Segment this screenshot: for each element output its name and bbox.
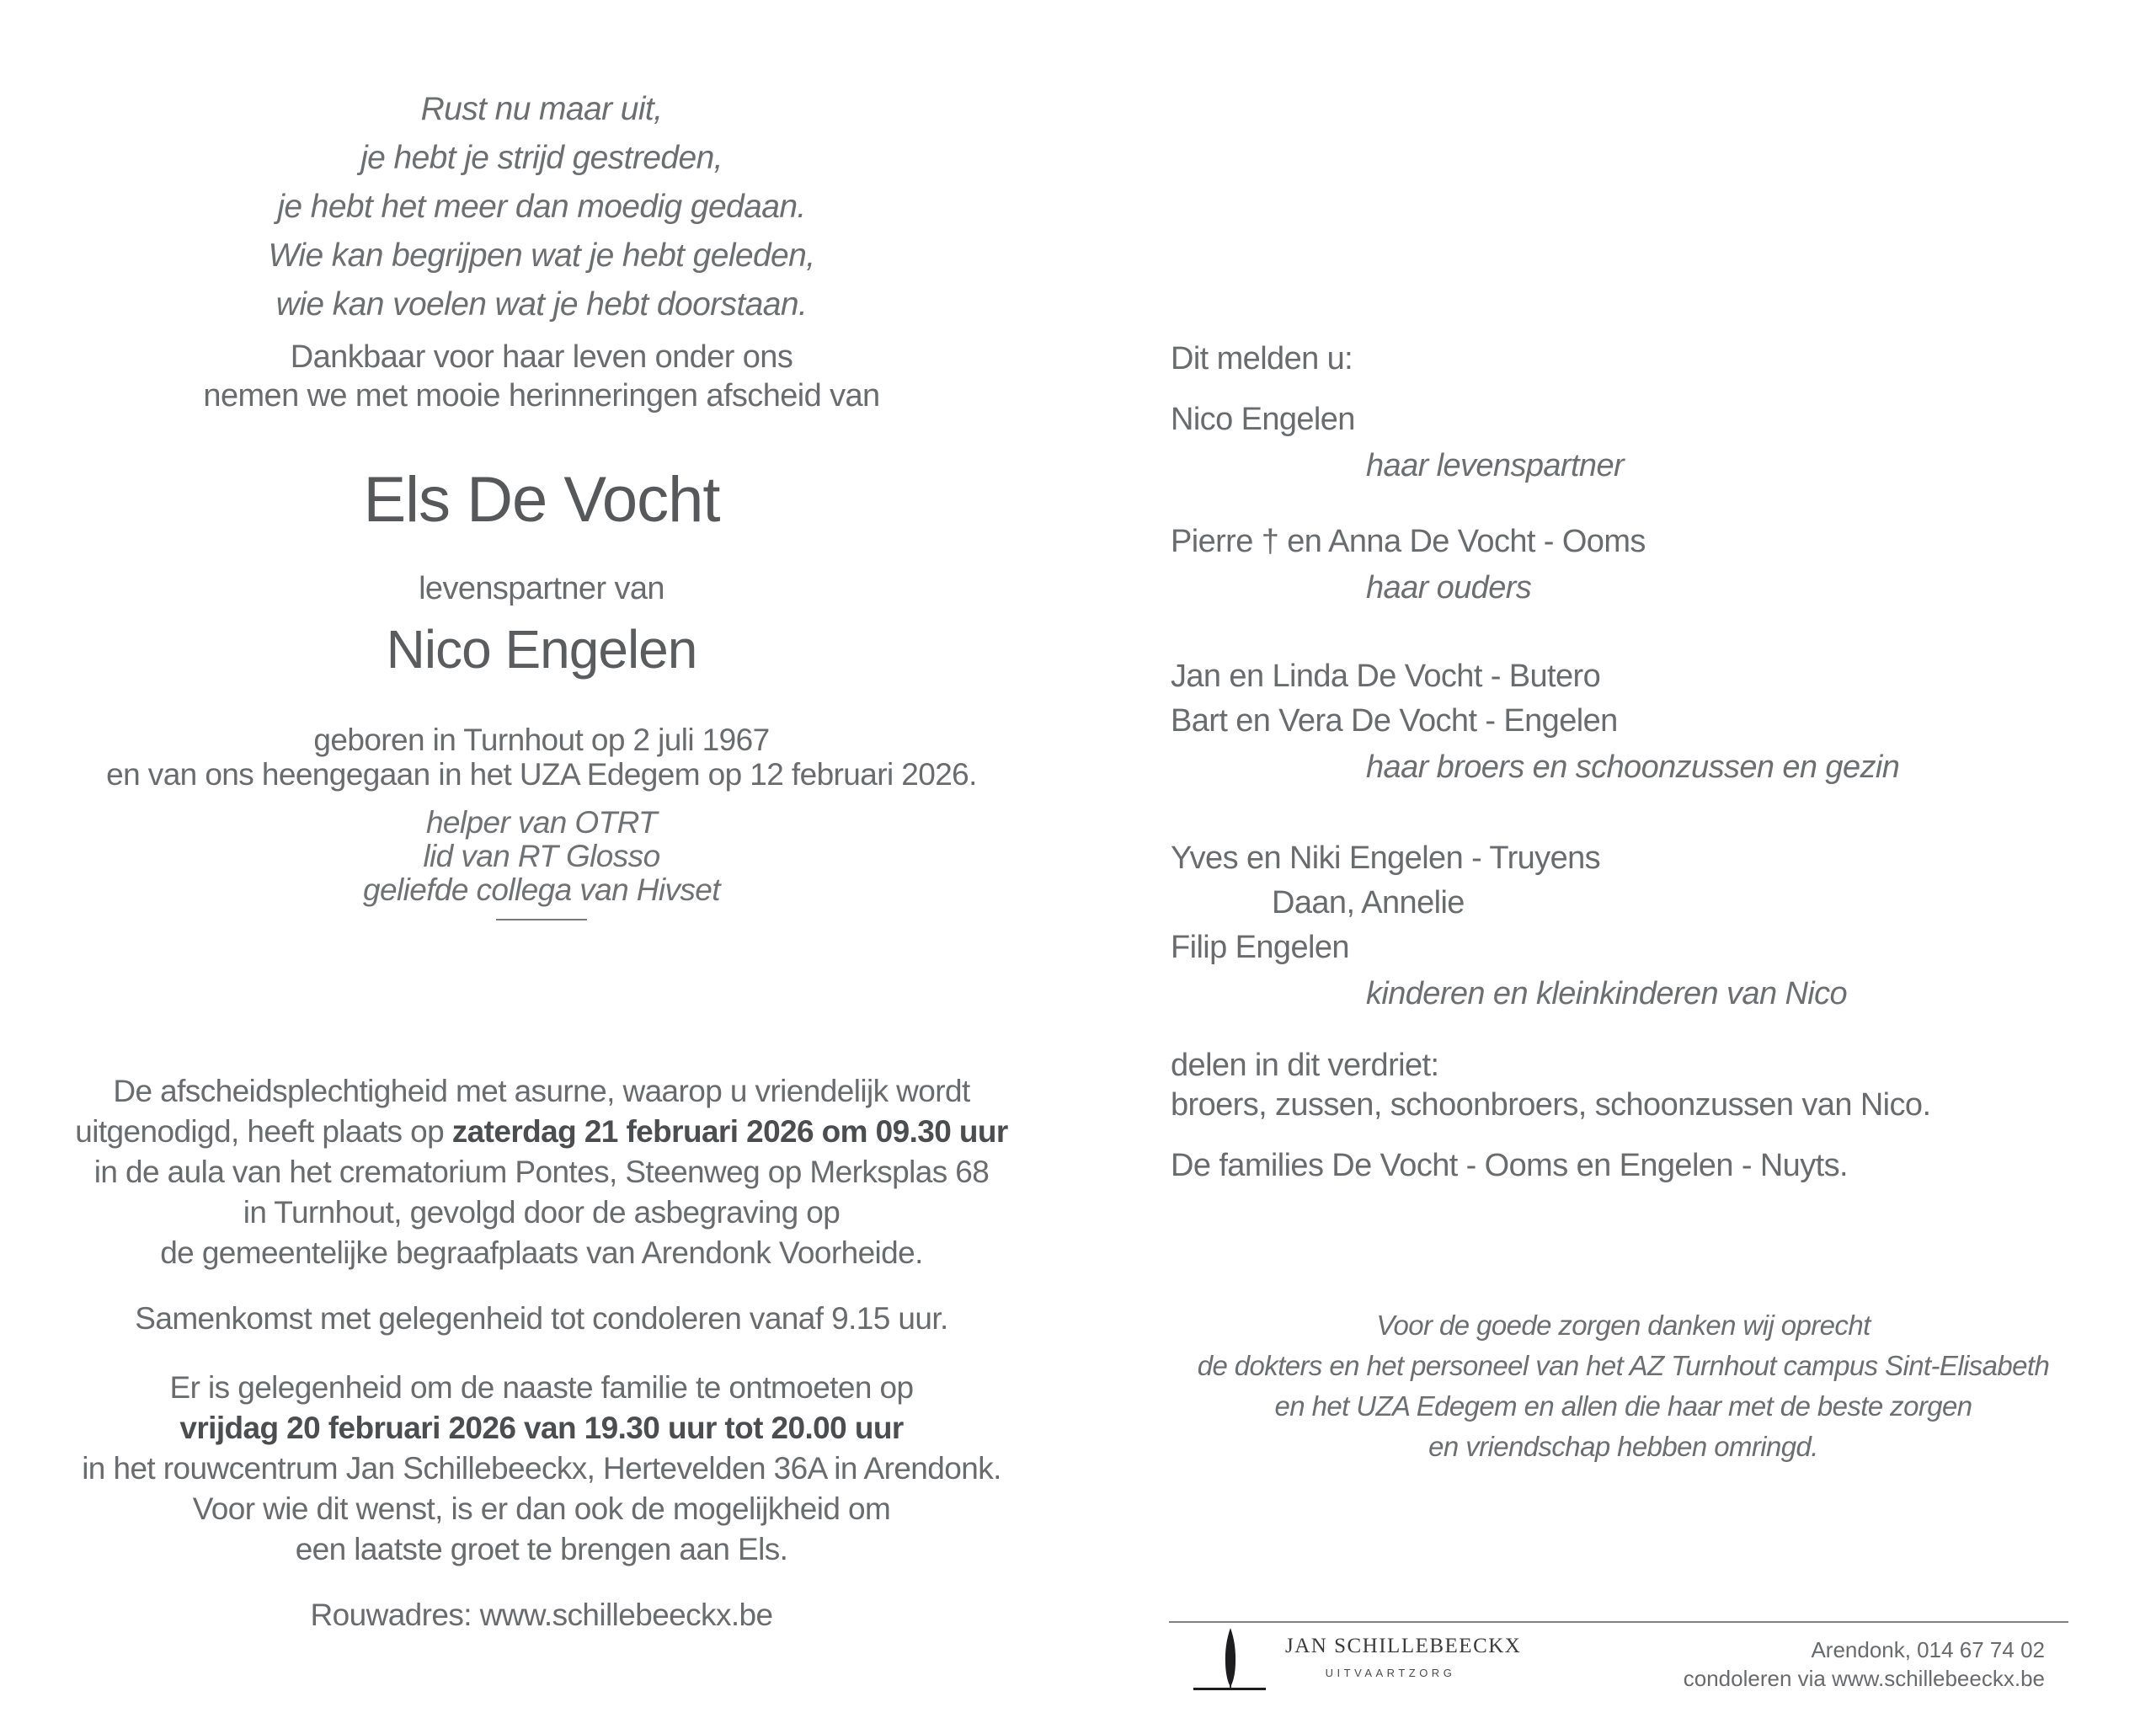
- brand-subtitle: UITVAARTZORG: [1325, 1667, 1456, 1679]
- family-group: [1171, 836, 2076, 1016]
- text-segment: in het rouwcentrum Jan Schillebeeckx, Hertevelden 36A in Arendonk.: [82, 1451, 1001, 1486]
- acknowledgment-line: de dokters en het personeel van het AZ Turnhout campus Sint-Elisabeth: [1197, 1350, 2050, 1381]
- farewell-intro: [32, 338, 1051, 415]
- family-name: Bart en Vera De Vocht - Engelen: [1171, 703, 1618, 739]
- visitation-line: [32, 1449, 1051, 1489]
- section-divider: [496, 919, 587, 920]
- logo-ground-line: [1193, 1688, 1266, 1690]
- family-name: Pierre † en Anna De Vocht - Ooms: [1171, 524, 1646, 559]
- highlighted-text: zaterdag 21 februari 2026 om 09.30 uur: [451, 1114, 1008, 1149]
- ceremony-line: [32, 1152, 1051, 1192]
- text-segment: Voor wie dit wenst, is er dan ook de mogelijkheid om: [192, 1491, 891, 1526]
- text-segment: een laatste groet te brengen aan Els.: [295, 1532, 788, 1566]
- visitation-line: [32, 1408, 1051, 1449]
- deceased-column: [32, 0, 1051, 1635]
- membership-line: geliefde collega van Hivset: [363, 872, 720, 907]
- city-phone: Arendonk, 014 67 74 02: [1811, 1637, 2045, 1662]
- deceased-name: Els De Vocht: [363, 464, 720, 536]
- intro-line: Dankbaar voor haar leven onder ons: [290, 339, 793, 375]
- grief-line: broers, zussen, schoonbroers, schoonzussen van Nico.: [1171, 1087, 1931, 1123]
- family-name: Jan en Linda De Vocht - Butero: [1171, 659, 1601, 694]
- acknowledgment: [1171, 1305, 2076, 1467]
- acknowledgment-line: en het UZA Edegem en allen die haar met de beste zorgen: [1274, 1390, 1972, 1422]
- text-segment: in Turnhout, gevolgd door de asbegraving op: [243, 1195, 841, 1230]
- acknowledgment-line: Voor de goede zorgen danken wij oprecht: [1376, 1310, 1870, 1341]
- cypress-tree-icon: [1221, 1628, 1240, 1689]
- partner-name: Nico Engelen: [386, 619, 697, 680]
- ceremony-line: [32, 1192, 1051, 1233]
- family-name: Daan, Annelie: [1272, 885, 1465, 920]
- mourning-address: Rouwadres: www.schillebeeckx.be: [310, 1598, 773, 1632]
- text-segment: uitgenodigd, heeft plaats op: [75, 1114, 452, 1149]
- memberships: [32, 806, 1051, 907]
- family-group: [1171, 397, 2076, 488]
- birth-death-dates: [32, 723, 1051, 792]
- poem-line: je hebt je strijd gestreden,: [360, 140, 723, 176]
- poem-line: Rust nu maar uit,: [420, 91, 663, 127]
- ceremony-line: [32, 1071, 1051, 1112]
- family-name: Yves en Niki Engelen - Truyens: [1171, 840, 1601, 876]
- ceremony-paragraph: [32, 1071, 1051, 1273]
- date-line: geboren in Turnhout op 2 juli 1967: [313, 723, 770, 757]
- family-name: Filip Engelen: [1171, 930, 1349, 965]
- family-relation: haar broers en schoonzussen en gezin: [1366, 750, 1900, 785]
- membership-line: helper van OTRT: [425, 805, 658, 840]
- family-relation: haar levenspartner: [1366, 448, 1625, 483]
- grief-line: delen in dit verdriet:: [1171, 1048, 1439, 1083]
- visitation-line: [32, 1529, 1051, 1570]
- ceremony-line: [32, 1112, 1051, 1152]
- intro-line: nemen we met mooie herinneringen afscheid van: [203, 378, 880, 413]
- family-group: [1171, 520, 2076, 611]
- family-relation: kinderen en kleinkinderen van Nico: [1366, 976, 1848, 1011]
- text-segment: in de aula van het crematorium Pontes, Steenweg op Merksplas 68: [93, 1155, 990, 1189]
- funeral-home-logo: [1193, 1625, 1522, 1701]
- footer-contact: [1684, 1635, 2045, 1693]
- family-column: [1171, 0, 2076, 1467]
- poem-line: Wie kan begrijpen wat je hebt geleden,: [268, 237, 815, 274]
- date-line: en van ons heengegaan in het UZA Edegem op 12 februari 2026.: [106, 757, 977, 792]
- poem-line: je hebt het meer dan moedig gedaan.: [277, 189, 806, 225]
- visitation-paragraph: [32, 1368, 1051, 1570]
- acknowledgment-line: en vriendschap hebben omringd.: [1428, 1431, 1818, 1462]
- text-segment: Er is gelegenheid om de naaste familie te ontmoeten op: [169, 1370, 914, 1405]
- condolence-line: Samenkomst met gelegenheid tot condoleren vanaf 9.15 uur.: [135, 1301, 948, 1336]
- family-relation: haar ouders: [1366, 570, 1532, 606]
- brand-block: [1285, 1635, 1522, 1679]
- grief-lines: [1171, 1046, 2076, 1125]
- brand-name: JAN SCHILLEBEECKX: [1285, 1635, 1522, 1657]
- family-name: Nico Engelen: [1171, 402, 1355, 437]
- highlighted-text: vrijdag 20 februari 2026 van 19.30 uur tot 20.00 uur: [179, 1411, 904, 1445]
- family-group: [1171, 654, 2076, 790]
- ceremony-line: [32, 1233, 1051, 1273]
- poem-line: wie kan voelen wat je hebt doorstaan.: [275, 286, 808, 323]
- families-line: De families De Vocht - Ooms en Engelen - Nuyts.: [1171, 1148, 1848, 1183]
- relation-intro: levenspartner van: [419, 571, 664, 606]
- membership-line: lid van RT Glosso: [423, 839, 660, 873]
- family-list: [1171, 397, 2076, 1016]
- condolence-url: condoleren via www.schillebeeckx.be: [1683, 1666, 2045, 1691]
- visitation-line: [32, 1368, 1051, 1408]
- text-segment: De afscheidsplechtigheid met asurne, waarop u vriendelijk wordt: [113, 1074, 970, 1108]
- poem: [32, 0, 1051, 329]
- footer-rule: [1169, 1621, 2068, 1623]
- text-segment: de gemeentelijke begraafplaats van Arendonk Voorheide.: [160, 1235, 923, 1270]
- visitation-line: [32, 1489, 1051, 1529]
- announcement-heading: Dit melden u:: [1171, 341, 1353, 376]
